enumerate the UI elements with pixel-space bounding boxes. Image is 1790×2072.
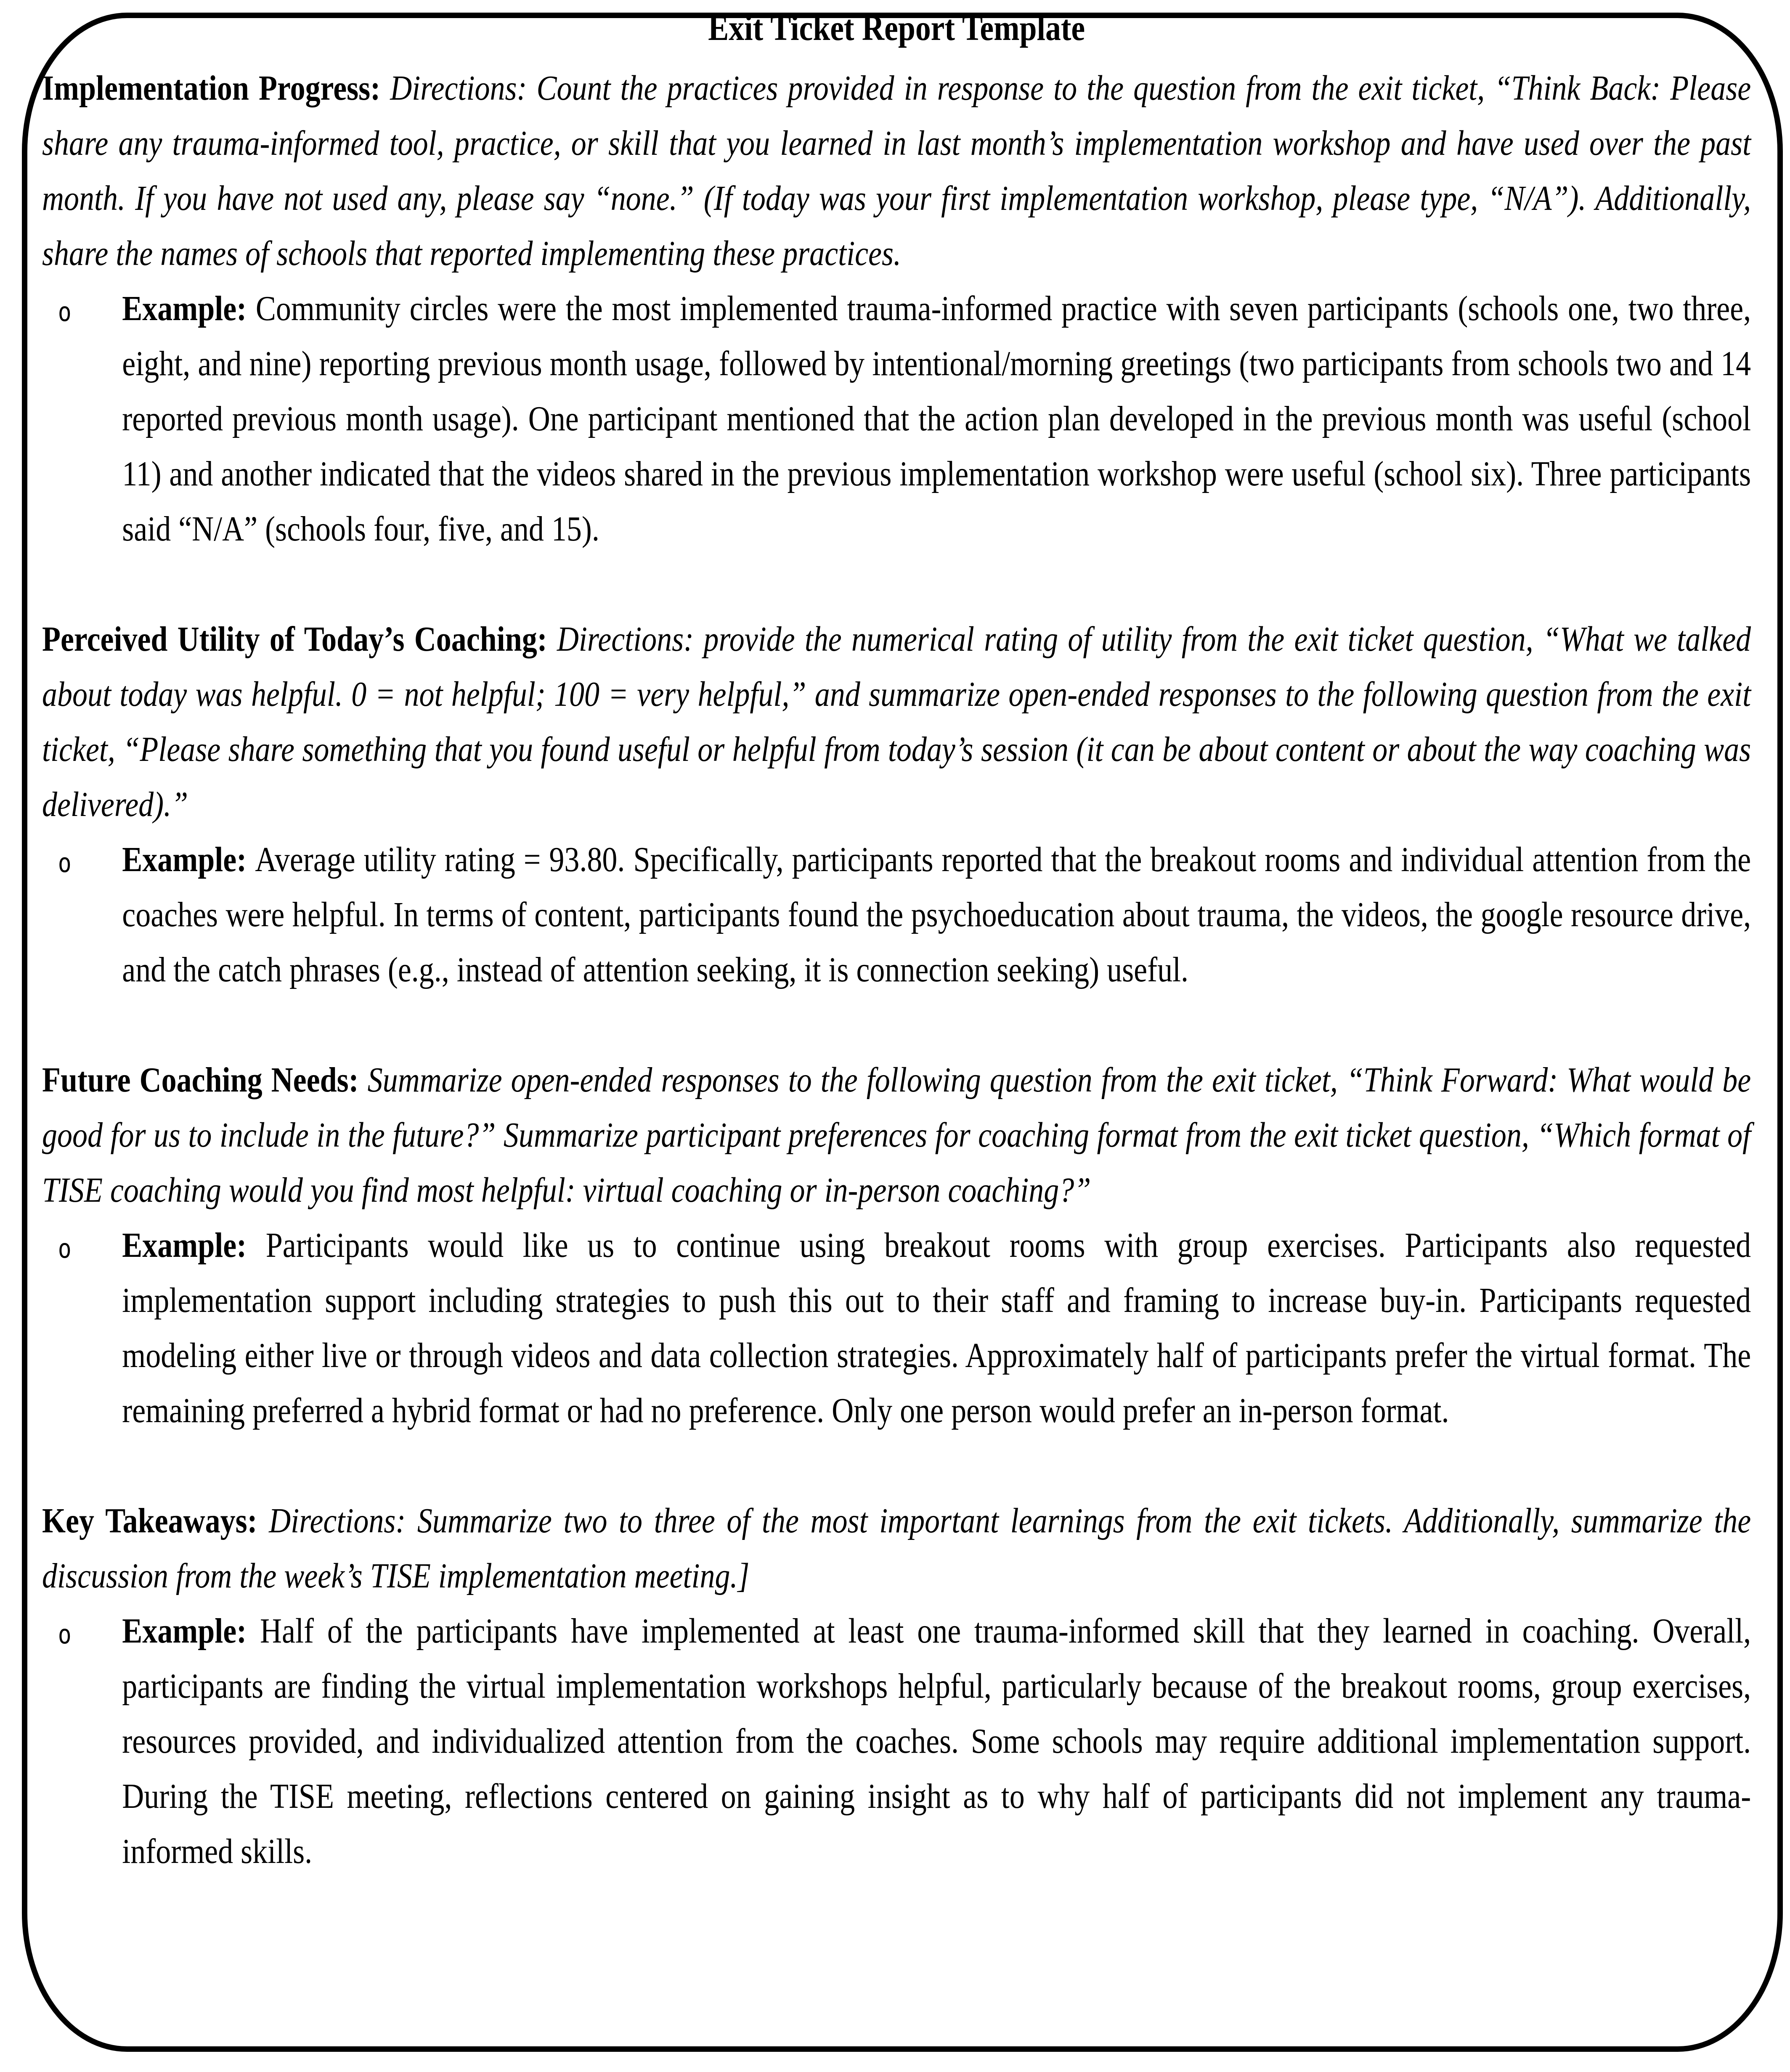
- bullet-circle-icon: o: [58, 1233, 72, 1264]
- section-lead-paragraph: [42, 1493, 1751, 1603]
- example-text: Average utility rating = 93.80. Specifically, participants reported that the breakout rooms and individual attention from the coaches were helpful. In terms of content, participants found the psychoeducation about trauma, the videos, the google resource drive, and the catch phrases (e.g., instead of attention seeking, it is connection seeking) useful.: [122, 840, 1751, 989]
- example-bullet: [42, 832, 1751, 997]
- section-lead-paragraph: [42, 61, 1751, 281]
- section-heading: Key Takeaways:: [42, 1501, 269, 1540]
- bullet-circle-icon: o: [58, 297, 72, 327]
- example-label: Example:: [122, 840, 255, 879]
- bullet-circle-icon: o: [58, 1619, 72, 1650]
- section-heading: Future Coaching Needs:: [42, 1060, 368, 1100]
- example-label: Example:: [122, 1611, 260, 1651]
- example-text: Half of the participants have implemented at least one trauma-informed skill that they learned in coaching. Overall, participants are finding the virtual implementation workshops helpful, particularly because of the breakout rooms, group exercises, resources provided, and individualized attention from the coaches. Some schools may require additional implementation support. During the TISE meeting, reflections centered on gaining insight as to why half of participants did not implement any trauma-informed skills.: [122, 1611, 1751, 1871]
- example-paragraph: [122, 281, 1751, 556]
- bullet-circle-icon: o: [58, 848, 72, 878]
- example-label: Example:: [122, 289, 256, 328]
- section-perceived-utility: [42, 612, 1751, 997]
- section-directions: Summarize open-ended responses to the following question from the exit ticket, “Think Forward: What would be good for us to include in the future?” Summarize participant preferences for coaching format from the exit ticket question, “Which format of TISE coaching would you find most helpful: virtual coaching or in-person coaching?”: [42, 1060, 1751, 1210]
- document-content: [42, 6, 1751, 1879]
- section-directions: Directions: Count the practices provided in response to the question from the exit ticket, “Think Back: Please share any trauma-informed tool, practice, or skill that you learned in last month’s implementation workshop and have used over the past month. If you have not used any, please say “none.” (If today was your first implementation workshop, please type, “N/A”). Additionally, share the names of schools that reported implementing these practices.: [42, 69, 1751, 273]
- example-text: Community circles were the most implemented trauma-informed practice with seven participants (schools one, two three, eight, and nine) reporting previous month usage, followed by intentional/morning greetings (two participants from schools two and 14 reported previous month usage). One participant mentioned that the action plan developed in the previous month was useful (school 11) and another indicated that the videos shared in the previous implementation workshop were useful (school six). Three participants said “N/A” (schools four, five, and 15).: [122, 289, 1751, 548]
- section-heading: Perceived Utility of Today’s Coaching:: [42, 620, 557, 659]
- example-paragraph: [122, 1603, 1751, 1879]
- example-bullet: [42, 1603, 1751, 1879]
- page-title: Exit Ticket Report Template: [708, 8, 1085, 48]
- example-paragraph: [122, 832, 1751, 997]
- example-text: Participants would like us to continue using breakout rooms with group exercises. Participants also requested implementation support including strategies to push this out to their staff and framing to increase buy-in. Participants requested modeling either live or through videos and data collection strategies. Approximately half of participants prefer the virtual format. The remaining preferred a hybrid format or had no preference. Only one person would prefer an in-person format.: [122, 1226, 1751, 1430]
- example-label: Example:: [122, 1226, 266, 1265]
- example-bullet: [42, 281, 1751, 556]
- section-lead-paragraph: [42, 1052, 1751, 1218]
- section-lead-paragraph: [42, 612, 1751, 832]
- section-key-takeaways: [42, 1493, 1751, 1879]
- section-directions: Directions: Summarize two to three of the most important learnings from the exit tickets. Additionally, summarize the discussion from the week’s TISE implementation meeting.]: [42, 1501, 1751, 1595]
- example-bullet: [42, 1218, 1751, 1438]
- section-directions: Directions: provide the numerical rating of utility from the exit ticket question, “What we talked about today was helpful. 0 = not helpful; 100 = very helpful,” and summarize open-ended responses to the following question from the exit ticket, “Please share something that you found useful or helpful from today’s session (it can be about content or about the way coaching was delivered).”: [42, 620, 1751, 824]
- section-future-coaching-needs: [42, 1052, 1751, 1438]
- section-heading: Implementation Progress:: [42, 69, 390, 108]
- section-implementation-progress: [42, 61, 1751, 556]
- example-paragraph: [122, 1218, 1751, 1438]
